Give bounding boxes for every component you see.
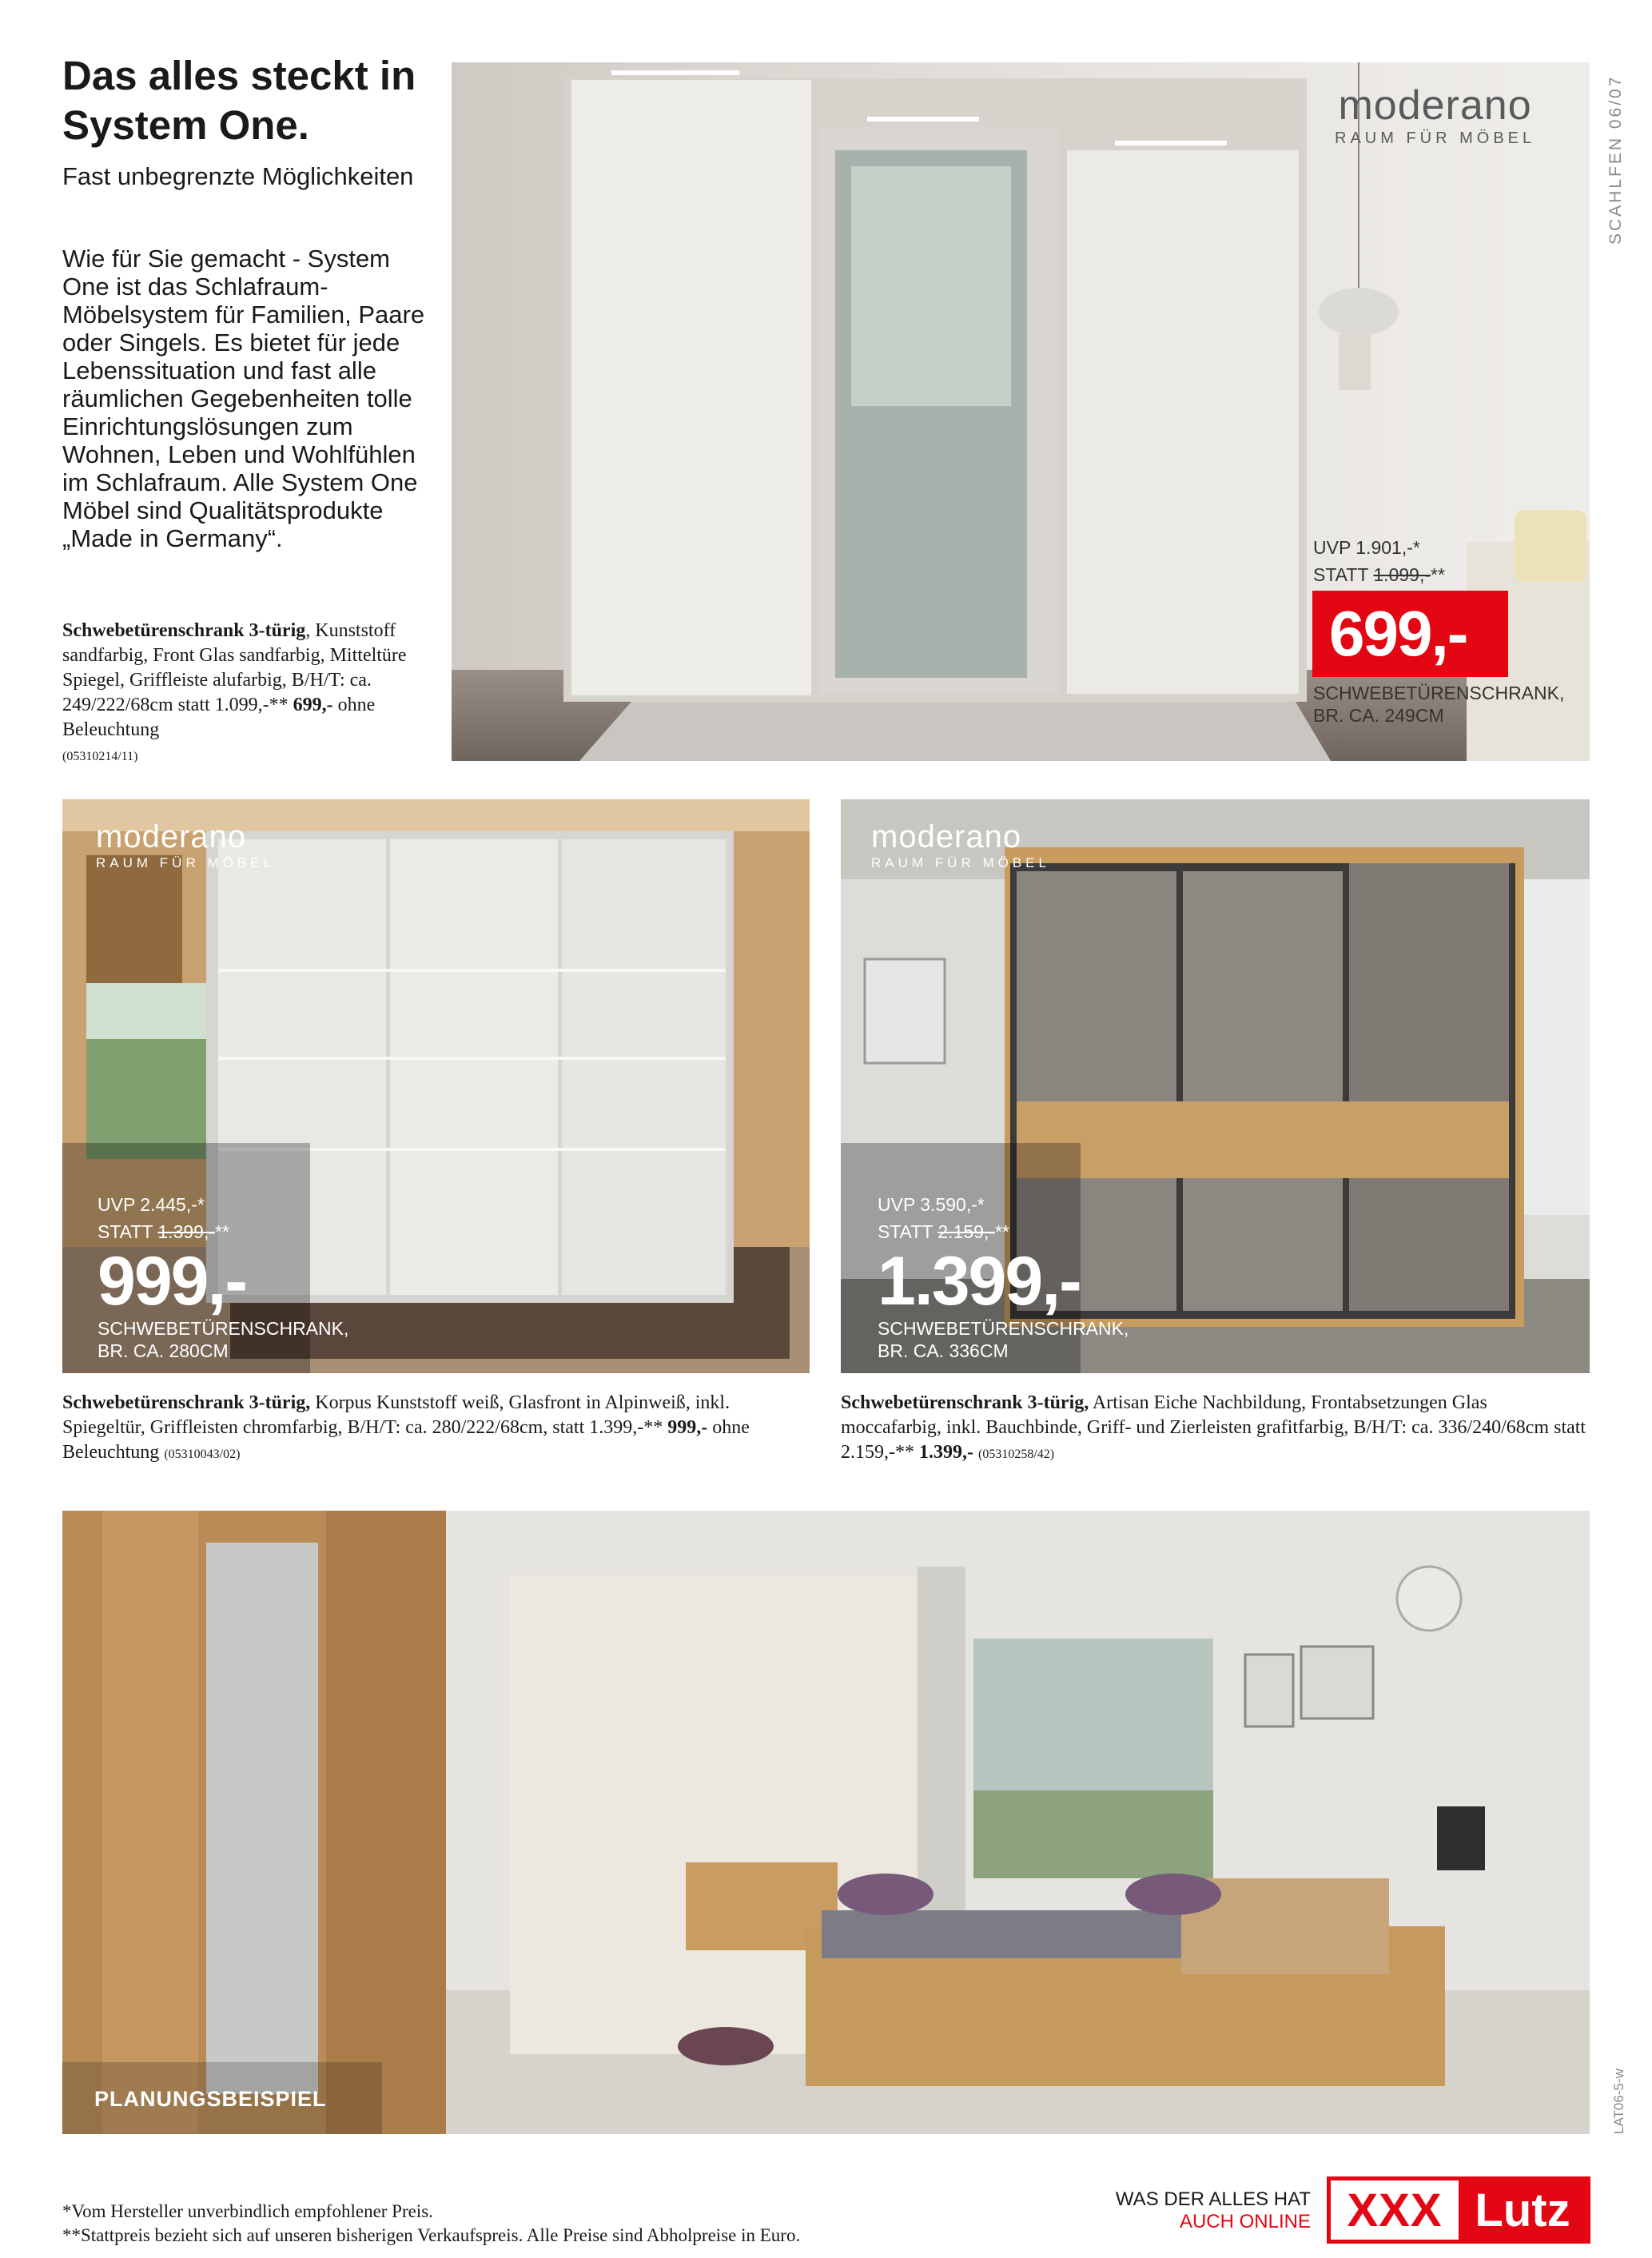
product-width: BR. CA. 336CM [878,1340,1009,1361]
intro-text: Wie für Sie gemacht - System One ist das Schlafraum-Möbelsystem für Familien, Paare oder Singels. Es bietet für jede Lebenssituation und fast alle räumlichen Gegebenheiten tolle Einrichtungslösungen zum Wohnen, Leben und Wohlfühlen im Schlafraum. Alle System One Möbel sind Qualitätsprodukte „Made in Germany“. [62,245,425,552]
logo-left: XXX [1347,2184,1443,2236]
brand-logo [1335,82,1535,148]
logo-right: Lutz [1459,2180,1586,2240]
sale-price: 999,- [98,1243,247,1320]
uvp-price: UVP 1.901,-* [1313,537,1420,558]
brand-name: moderano [871,819,1022,854]
product-type: SCHWEBETÜRENSCHRANK, [98,1318,349,1339]
page-code: SCAHLFEN 06/07 [1606,74,1625,245]
brand-tagline: RAUM FÜR MÖBEL [96,855,275,870]
product-name: Schwebetürenschrank 3-türig [62,620,306,641]
online-tagline-accent[interactable]: AUCH ONLINE [1179,2211,1311,2232]
article-code: (05310258/42) [978,1448,1055,1461]
brand-logo [871,819,1050,871]
brand-tagline: RAUM FÜR MÖBEL [871,855,1050,870]
uvp-price: UVP 2.445,-* [98,1194,205,1215]
product-description-2: Schwebetürenschrank 3-türig, Korpus Kunststoff weiß, Glasfront in Alpinweiß, inkl. Spiegeltür, Griffleisten chromfarbig, B/H/T: ca. 280/222/68cm, statt 1.399,-** 999,- ohne Beleuchtung (05310043/02) [62,1392,750,1463]
price-block-1 [1313,534,1585,727]
product-description-3: Schwebetürenschrank 3-türig, Artisan Eiche Nachbildung, Frontabsetzungen Glas moccafarbig, inkl. Bauchbinde, Griff- und Zierleisten grafitfarbig, B/H/T: ca. 336/240/68cm statt 2.159,-** 1.399,- (05310258/42) [841,1392,1586,1463]
strike-price: STATT 1.099,-** [1313,564,1445,585]
article-code: (05310043/02) [164,1448,241,1461]
product-description-1: Schwebetürenschrank 3-türig, Kunststoff sandfarbig, Front Glas sandfarbig, Mitteltüre Spiegel, Griffleiste alufarbig, B/H/T: ca. 249/222/68cm statt 1.099,-** 699,- ohne Beleuchtung (05310214/11) [62,620,407,763]
product-width: BR. CA. 249CM [1313,705,1444,726]
footnote-1: *Vom Hersteller unverbindlich empfohlener Preis. [62,2201,433,2221]
planning-example-label: PLANUNGSBEISPIEL [94,2087,327,2111]
headline: Das alles steckt in System One. [62,53,416,148]
brand-tagline: RAUM FÜR MÖBEL [1335,129,1536,147]
strike-price: STATT 2.159,-** [878,1221,1009,1242]
product-name: Schwebetürenschrank 3-türig, [62,1392,311,1413]
strike-price: STATT 1.399,-** [98,1221,229,1242]
xxxlutz-logo[interactable] [1327,2176,1590,2244]
subheadline: Fast unbegrenzte Möglichkeiten [62,162,414,190]
brand-name: moderano [96,819,247,854]
sale-price: 1.399,- [878,1243,1081,1320]
price-block-3 [878,1191,1129,1362]
price-block-2 [98,1191,348,1362]
planning-example-image [62,1511,1590,2134]
product-type: SCHWEBETÜRENSCHRANK, [878,1318,1129,1339]
uvp-price: UVP 3.590,-* [878,1194,985,1215]
sale-price: 699,- [1329,598,1467,669]
product-name: Schwebetürenschrank 3-türig, [841,1392,1089,1413]
product-type: SCHWEBETÜRENSCHRANK, [1313,683,1565,703]
print-code: LAT06-5-w [1611,2069,1626,2134]
footnote-2: **Stattpreis bezieht sich auf unseren bisherigen Verkaufspreis. Alle Preise sind Abholpreise in Euro. [62,2225,801,2245]
brand-name: moderano [1338,82,1532,129]
article-code: (05310214/11) [62,750,138,763]
brand-logo [96,819,275,871]
online-tagline: WAS DER ALLES HAT [1115,2188,1311,2210]
product-width: BR. CA. 280CM [98,1340,229,1361]
